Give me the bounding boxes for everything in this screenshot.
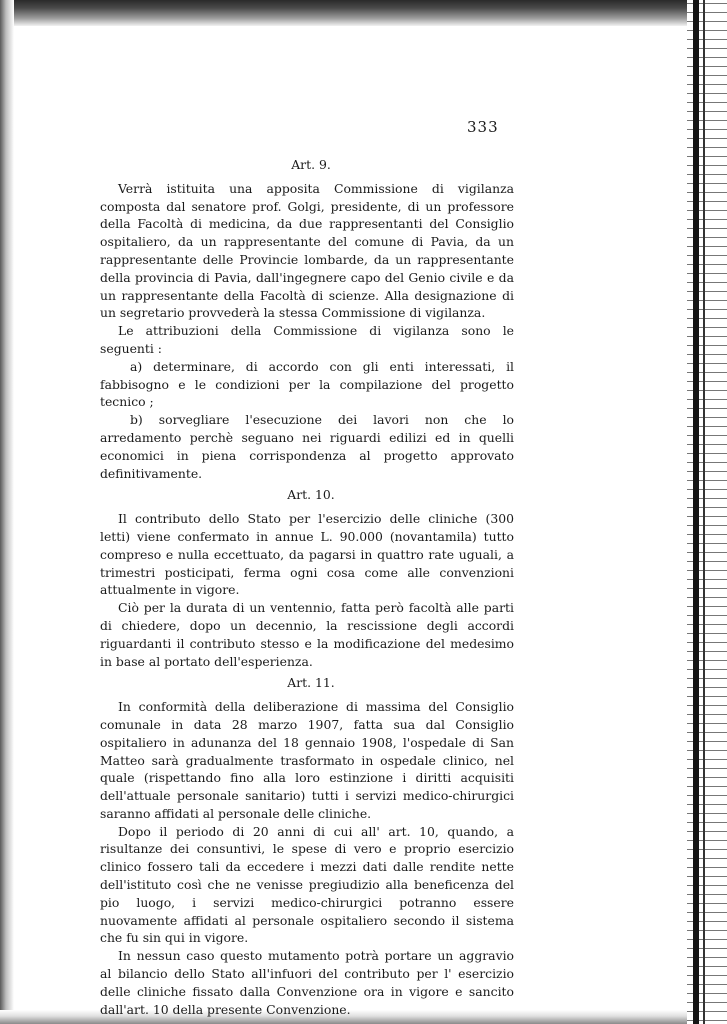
article-10-heading: Art. 10. <box>287 487 335 503</box>
article-9-item-a: a) determinare, di accordo con gli enti interessati, il fabbisogno e le condizioni per la compilazione del progetto tecnico ; <box>100 358 514 410</box>
article-9-heading: Art. 9. <box>291 157 331 172</box>
article-11-heading: Art. 11. <box>287 675 335 691</box>
article-11-paragraph: In conformità della deliberazione di massima del Consiglio comunale in data 28 marzo 1907, fatta sua dal Consiglio ospitaliero in adunanza del 18 gennaio 1908, l'ospedale di San Matteo sarà gradualmente trasformato in ospedale clinico, nel quale (rispettando fino alla loro estinzione i diritti acquisiti dell'attuale personale sanitario) tutti i servizi medico-chirurgici saranno affidati al personale delle cliniche. <box>100 699 514 821</box>
book-binding-edge <box>687 0 727 1024</box>
scan-left-edge <box>0 0 14 1024</box>
page-number: 333 <box>467 118 499 136</box>
article-9-item-b: b) sorvegliare l'esecuzione dei lavori non che lo arredamento perchè seguano nei riguardi edilizi ed in quelli economici in piena corrispondenza al progetto approvato definitivamente. <box>100 412 514 481</box>
article-10-paragraph: Ciò per la durata di un ventennio, fatta però facoltà alle parti di chiedere, dopo un decennio, la rescissione degli accordi riguardanti il contributo stesso e la modificazione del medesimo in base al portato dell'esperienza. <box>100 600 514 669</box>
scan-top-edge <box>0 0 727 26</box>
article-11-paragraph: In nessun caso questo mutamento potrà portare un aggravio al bilancio dello Stato all'infuori del contributo per l' esercizio delle cliniche fissato dalla Convenzione ora in vigore e sancito dall'art. 10 della presente Convenzione. <box>100 948 514 1017</box>
document-body <box>100 156 514 1018</box>
article-9-paragraph: Verrà istituita una apposita Commissione di vigilanza composta dal senatore prof. Golgi, presidente, di un professore della Facoltà di medicina, da due rappresentanti del Consiglio ospitaliero, da un rappresentante del comune di Pavia, da un rappresentante delle Provincie lombarde, da un rappresentante della provincia di Pavia, dall'ingegnere capo del Genio civile e da un rappresentante della Facoltà di scienze. Alla designazione di un segretario provvederà la stessa Commissione di vigilanza. <box>100 180 514 321</box>
article-9-paragraph: Le attribuzioni della Commissione di vigilanza sono le seguenti : <box>100 323 514 356</box>
article-11-paragraph: Dopo il periodo di 20 anni di cui all' art. 10, quando, a risultanze dei consuntivi, le spese di vero e proprio esercizio clinico fossero tali da eccedere i mezzi dati dalle rendite nette dell'istituto così che ne venisse pregiudizio alla beneficenza del pio luogo, i servizi medico-chirurgici potranno essere nuovamente affidati al personale ospitaliero secondo il sistema che fu sin qui in vigore. <box>100 823 514 946</box>
article-10-paragraph: Il contributo dello Stato per l'esercizio delle cliniche (300 letti) viene confermato in annue L. 90.000 (novantamila) tutto compreso e nulla eccettuato, da pagarsi in quattro rate uguali, a trimestri posticipati, ferma ogni cosa come alle convenzioni attualmente in vigore. <box>100 511 514 598</box>
